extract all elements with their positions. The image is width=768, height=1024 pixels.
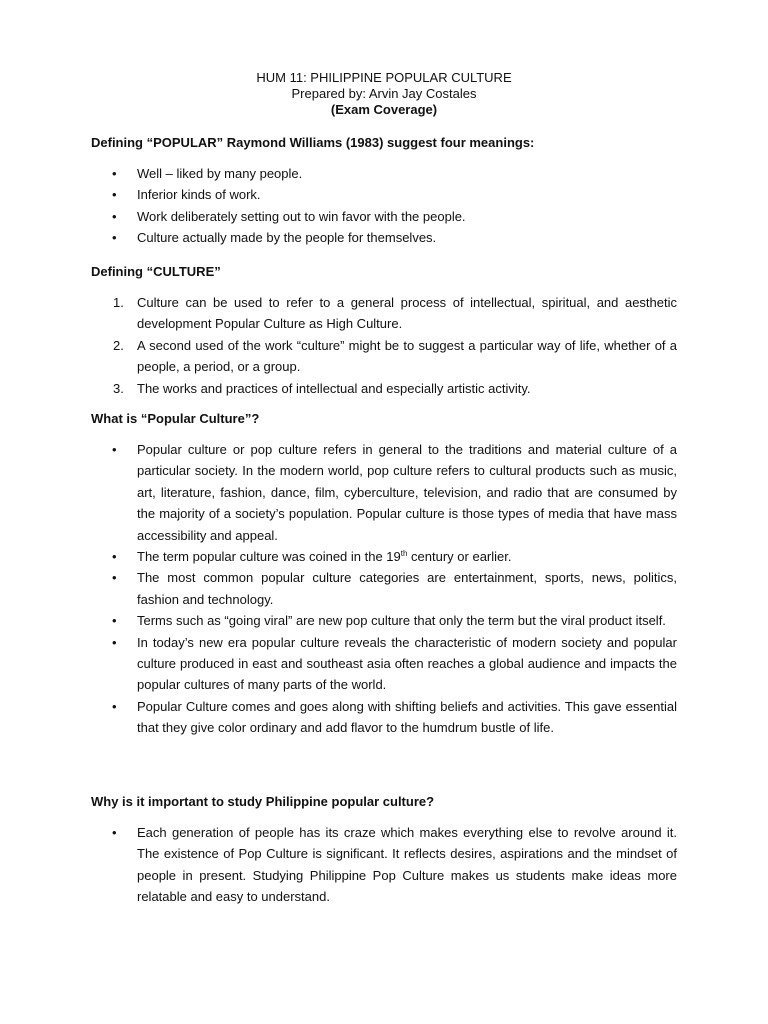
list-item-text: Culture can be used to refer to a general process of intellectual, spiritual, and aesthetic development Popular Culture as High Culture. <box>137 295 677 332</box>
bullet-marker: • <box>112 230 117 246</box>
list-item-text: Terms such as “going viral” are new pop culture that only the term but the viral product itself. <box>137 613 666 629</box>
list-item <box>91 822 677 908</box>
why-study-points <box>91 822 677 908</box>
bullet-marker: • <box>112 442 117 457</box>
popular-meanings <box>91 163 677 249</box>
popular-culture-points <box>91 439 677 739</box>
list-item-text: The most common popular culture categories are entertainment, sports, news, politics, fashion and technology. <box>137 570 677 607</box>
list-item-text: The works and practices of intellectual and especially artistic activity. <box>137 380 531 396</box>
bullet-marker: • <box>112 187 117 203</box>
list-item <box>91 163 677 184</box>
bullet-marker: • <box>112 549 117 565</box>
list-item <box>91 292 677 335</box>
list-item-text: Popular culture or pop culture refers in general to the traditions and material culture of a particular society. In the modern world, pop culture refers to cultural products such as music, art, literature, fashion, dance, film, cyberculture, television, and radio that are consumed by the majority of a society’s population. Popular culture is those types of media that have mass accessibility and appeal. <box>137 442 677 543</box>
list-item-text <box>137 549 511 564</box>
list-item <box>91 632 677 696</box>
bullet-marker: • <box>112 634 117 650</box>
bullet-marker: • <box>112 613 117 629</box>
list-item <box>91 696 677 739</box>
bullet-marker: • <box>112 570 117 586</box>
document-header <box>0 70 768 118</box>
list-item <box>91 227 677 248</box>
bullet-marker: • <box>112 208 117 224</box>
bullet-marker: • <box>112 166 117 181</box>
list-item <box>91 335 677 378</box>
text-before-superscript: The term popular culture was coined in the 19 <box>137 549 401 565</box>
heading-defining-culture: Defining “CULTURE” <box>91 264 221 279</box>
document-title: HUM 11: PHILIPPINE POPULAR CULTURE <box>256 70 512 85</box>
list-item <box>91 439 677 546</box>
prepared-by: Prepared by: Arvin Jay Costales <box>291 86 477 101</box>
list-item-text: Culture actually made by the people for themselves. <box>137 230 437 246</box>
list-item <box>91 206 677 227</box>
list-item <box>91 567 677 610</box>
text-after-superscript: century or earlier. <box>407 549 512 565</box>
heading-what-is-popular-culture: What is “Popular Culture”? <box>91 411 260 426</box>
list-item <box>91 546 677 567</box>
bullet-marker: • <box>112 698 117 714</box>
list-item-text: Inferior kinds of work. <box>137 187 261 203</box>
number-marker: 1. <box>113 295 124 310</box>
number-marker: 3. <box>113 380 124 396</box>
heading-why-study: Why is it important to study Philippine popular culture? <box>91 794 435 809</box>
list-item-text: In today’s new era popular culture reveals the characteristic of modern society and popular culture produced in east and southeast asia often reaches a global audience and impacts the popular cultures of many parts of the world. <box>137 634 677 693</box>
list-item <box>91 184 677 205</box>
list-item-text: Work deliberately setting out to win favor with the people. <box>137 208 466 224</box>
ordinal-superscript: th <box>400 549 408 559</box>
list-item-text: Popular Culture comes and goes along with shifting beliefs and activities. This gave essential that they give color ordinary and add flavor to the humdrum bustle of life. <box>137 698 677 736</box>
culture-definitions <box>91 292 677 399</box>
heading-defining-popular: Defining “POPULAR” Raymond Williams (1983) suggest four meanings: <box>91 135 535 150</box>
list-item-text: A second used of the work “culture” might be to suggest a particular way of life, whether of a people, a period, or a group. <box>137 337 677 375</box>
list-item-text: Each generation of people has its craze which makes everything else to revolve around it. The existence of Pop Culture is significant. It reflects desires, aspirations and the mindset of people in present. Studying Philippine Pop Culture makes us students make ideas more relatable and easy to understand. <box>137 825 677 905</box>
list-item <box>91 610 677 631</box>
exam-coverage: (Exam Coverage) <box>330 102 438 117</box>
list-item-text: Well – liked by many people. <box>137 166 303 181</box>
bullet-marker: • <box>112 825 117 840</box>
list-item <box>91 378 677 399</box>
number-marker: 2. <box>113 337 124 353</box>
